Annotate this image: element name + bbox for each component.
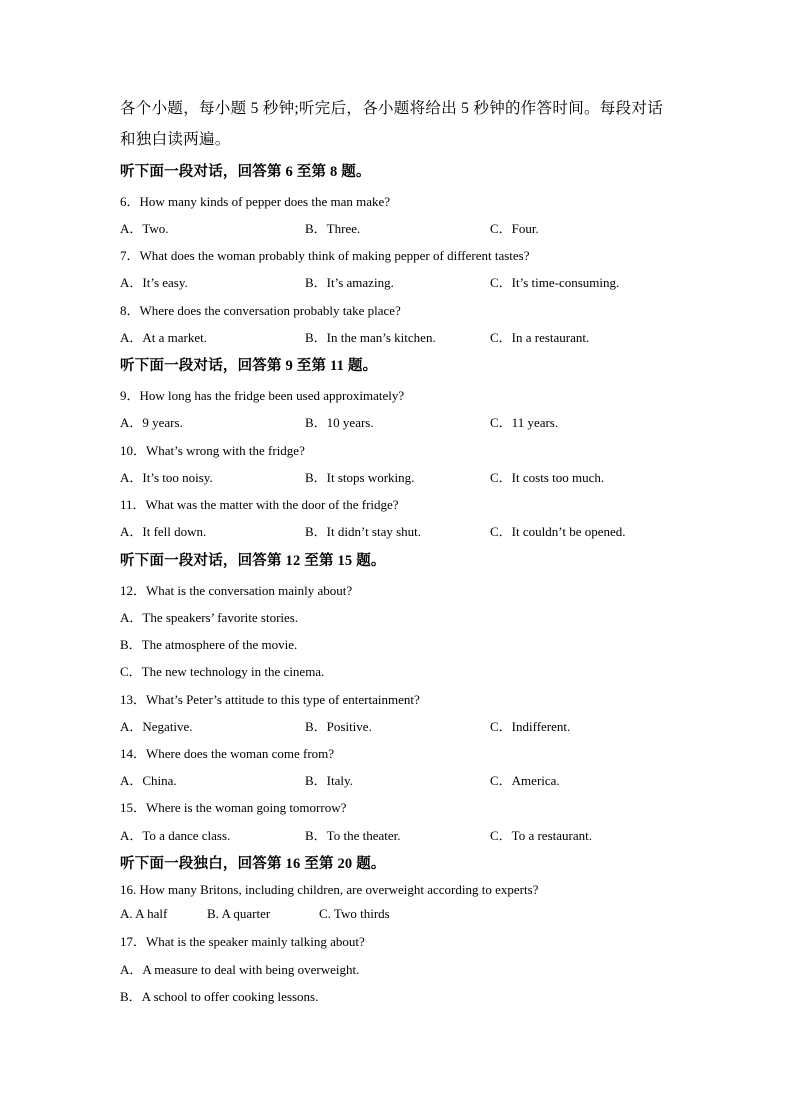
option-a[interactable]: A．At a market. bbox=[120, 330, 208, 345]
section-heading: 听下面一段对话，回答第 9 至第 11 题。 bbox=[120, 358, 378, 374]
option-c[interactable]: C．In a restaurant. bbox=[490, 330, 590, 345]
option-b[interactable]: B．Positive. bbox=[305, 719, 372, 734]
option-b[interactable]: B．A school to offer cooking lessons. bbox=[120, 989, 319, 1004]
option-c[interactable]: C．Four. bbox=[490, 221, 539, 236]
option-a[interactable]: A．It fell down. bbox=[120, 524, 207, 539]
option-a[interactable]: A．A measure to deal with being overweight. bbox=[120, 962, 360, 977]
section-heading: 听下面一段对话，回答第 6 至第 8 题。 bbox=[120, 164, 371, 180]
section-heading: 听下面一段独白，回答第 16 至第 20 题。 bbox=[120, 856, 386, 872]
option-a[interactable]: A．It’s too noisy. bbox=[120, 470, 213, 485]
option-b[interactable]: B．It stops working. bbox=[305, 470, 415, 485]
option-c[interactable]: C．11 years. bbox=[490, 415, 559, 430]
question-stem: 10．What’s wrong with the fridge? bbox=[120, 443, 305, 458]
question-stem: 7．What does the woman probably think of making pepper of different tastes? bbox=[120, 248, 530, 263]
question-stem: 12．What is the conversation mainly about? bbox=[120, 583, 353, 598]
intro-line-2: 和独白读两遍。 bbox=[120, 131, 231, 148]
question-stem: 6．How many kinds of pepper does the man make? bbox=[120, 194, 391, 209]
question-stem: 15．Where is the woman going tomorrow? bbox=[120, 800, 347, 815]
intro-line-1: 各个小题，每小题 5 秒钟;听完后，各小题将给出 5 秒钟的作答时间。每段对话 bbox=[120, 100, 664, 117]
question-stem: 11．What was the matter with the door of the fridge? bbox=[120, 497, 399, 512]
option-a[interactable]: A．To a dance class. bbox=[120, 828, 231, 843]
option-c[interactable]: C．The new technology in the cinema. bbox=[120, 664, 325, 679]
option-c[interactable]: C．Indifferent. bbox=[490, 719, 571, 734]
option-c[interactable]: C．To a restaurant. bbox=[490, 828, 592, 843]
option-a[interactable]: A．The speakers’ favorite stories. bbox=[120, 610, 299, 625]
option-a[interactable]: A．Negative. bbox=[120, 719, 193, 734]
option-c[interactable]: C．It’s time-consuming. bbox=[490, 275, 620, 290]
option-b[interactable]: B. A quarter bbox=[207, 906, 271, 921]
option-c[interactable]: C．It couldn’t be opened. bbox=[490, 524, 626, 539]
question-stem: 14．Where does the woman come from? bbox=[120, 746, 335, 761]
question-stem: 16. How many Britons, including children, are overweight according to experts? bbox=[120, 882, 539, 897]
option-c[interactable]: C. Two thirds bbox=[319, 906, 390, 921]
question-stem: 17．What is the speaker mainly talking about? bbox=[120, 934, 365, 949]
option-b[interactable]: B．It’s amazing. bbox=[305, 275, 394, 290]
option-b[interactable]: B．Italy. bbox=[305, 773, 353, 788]
option-a[interactable]: A．Two. bbox=[120, 221, 169, 236]
question-stem: 13．What’s Peter’s attitude to this type of entertainment? bbox=[120, 692, 420, 707]
option-a[interactable]: A. A half bbox=[120, 906, 168, 921]
option-a[interactable]: A．It’s easy. bbox=[120, 275, 188, 290]
option-b[interactable]: B．Three. bbox=[305, 221, 361, 236]
option-b[interactable]: B．It didn’t stay shut. bbox=[305, 524, 422, 539]
option-c[interactable]: C．It costs too much. bbox=[490, 470, 605, 485]
option-b[interactable]: B．The atmosphere of the movie. bbox=[120, 637, 298, 652]
option-a[interactable]: A．China. bbox=[120, 773, 177, 788]
option-b[interactable]: B．In the man’s kitchen. bbox=[305, 330, 436, 345]
option-a[interactable]: A．9 years. bbox=[120, 415, 183, 430]
section-heading: 听下面一段对话，回答第 12 至第 15 题。 bbox=[120, 553, 386, 569]
question-stem: 9．How long has the fridge been used approximately? bbox=[120, 388, 405, 403]
option-c[interactable]: C．America. bbox=[490, 773, 560, 788]
option-b[interactable]: B．10 years. bbox=[305, 415, 374, 430]
question-stem: 8．Where does the conversation probably take place? bbox=[120, 303, 401, 318]
option-b[interactable]: B．To the theater. bbox=[305, 828, 401, 843]
